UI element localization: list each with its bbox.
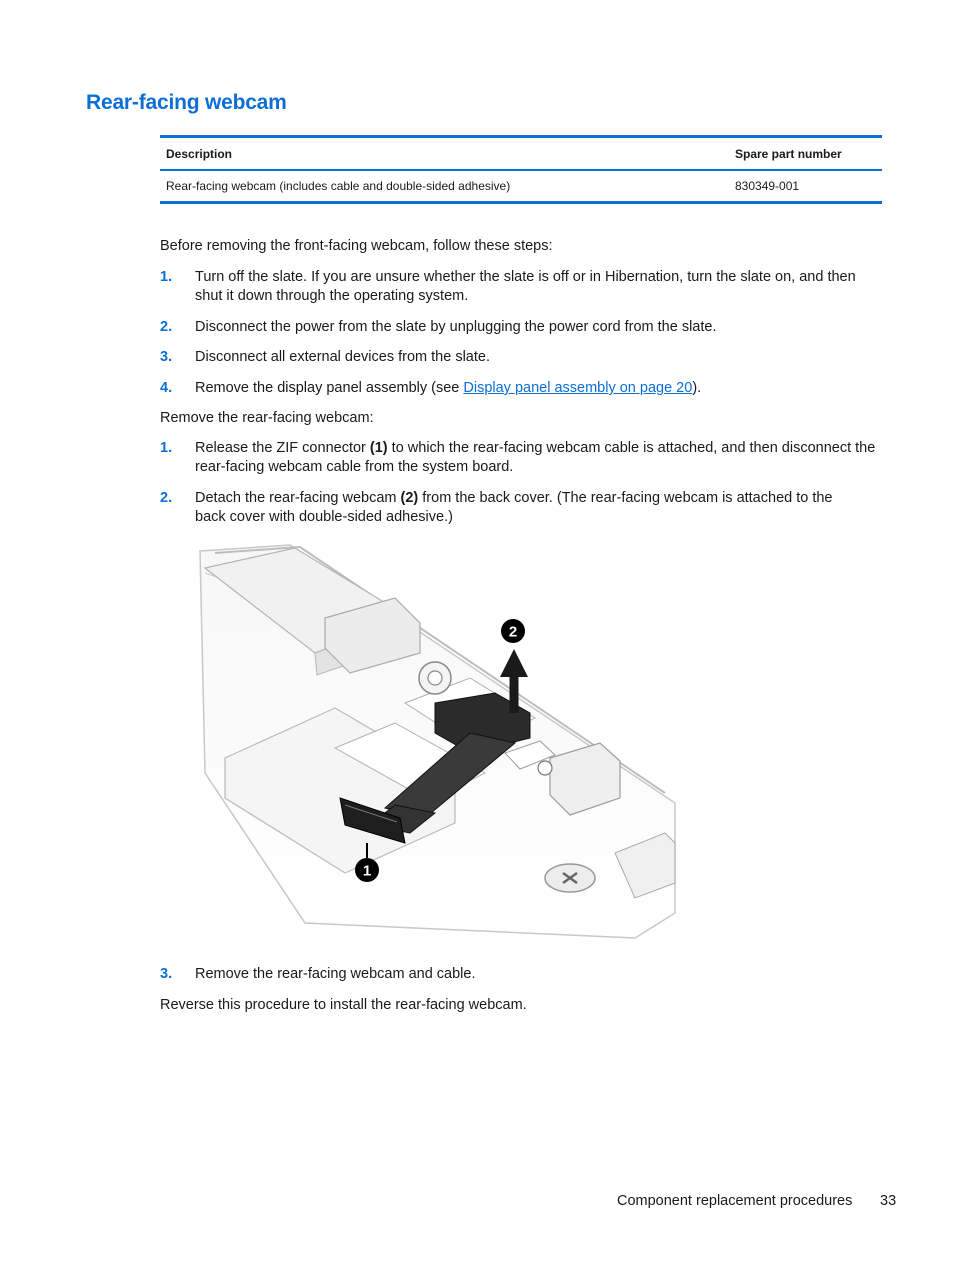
callout-1: 1	[362, 862, 372, 880]
step-text-before-link: Remove the display panel assembly (see	[195, 380, 464, 396]
step-number: 1.	[160, 269, 173, 285]
callout-ref-1: (1)	[369, 440, 388, 456]
webcam-removal-illustration	[195, 543, 680, 943]
step-text: Remove the rear-facing webcam and cable.	[195, 966, 476, 982]
page-number: 33	[880, 1193, 897, 1209]
step-text	[195, 489, 840, 527]
page-title: Rear-facing webcam	[86, 91, 287, 114]
remove-step-3	[160, 965, 885, 984]
header-spare-part-number: Spare part number	[735, 146, 842, 161]
before-step-3	[160, 348, 885, 367]
before-step-2	[160, 318, 885, 337]
remove-step-1	[160, 439, 885, 477]
table-header-row	[160, 137, 882, 171]
remove-intro: Remove the rear-facing webcam:	[160, 410, 374, 426]
step-number: 3.	[160, 966, 173, 982]
table-row	[160, 170, 882, 203]
step-text: Disconnect the power from the slate by unplugging the power cord from the slate.	[195, 319, 717, 335]
part-description: Rear-facing webcam (includes cable and double-sided adhesive)	[166, 179, 511, 193]
step-text: Disconnect all external devices from the slate.	[195, 349, 490, 365]
step-text-pre: Release the ZIF connector	[195, 440, 370, 456]
step-number: 1.	[160, 440, 173, 456]
closing-note: Reverse this procedure to install the rear-facing webcam.	[160, 997, 527, 1013]
step-text-post: from the back cover. (The rear-facing webcam is attached to the back cover with double-sided adhesive.)	[195, 490, 833, 525]
callout-ref-2: (2)	[400, 490, 419, 506]
step-text	[195, 379, 885, 398]
before-step-4	[160, 379, 885, 398]
before-step-1	[160, 268, 885, 306]
step-text-post: to which the rear-facing webcam cable is attached, and then disconnect the rear-facing webcam cable from the system board.	[195, 440, 876, 475]
step-number: 4.	[160, 380, 173, 396]
step-number: 2.	[160, 490, 173, 506]
step-text-pre: Detach the rear-facing webcam	[195, 490, 401, 506]
step-text: Turn off the slate. If you are unsure whether the slate is off or in Hibernation, turn the slate on, and then shut it down through the operating system.	[195, 269, 856, 304]
spare-parts-table	[160, 135, 882, 204]
header-description: Description	[166, 146, 233, 161]
step-number: 2.	[160, 319, 173, 335]
remove-step-2	[160, 489, 840, 527]
before-intro: Before removing the front-facing webcam, follow these steps:	[160, 238, 553, 254]
footer-section-title: Component replacement procedures	[617, 1193, 853, 1209]
step-text-after-link: ).	[692, 380, 702, 396]
callout-2: 2	[508, 623, 518, 641]
step-number: 3.	[160, 349, 173, 365]
step-text	[195, 439, 885, 477]
part-number: 830349-001	[735, 179, 800, 193]
display-panel-assembly-link[interactable]: Display panel assembly on page 20	[463, 380, 693, 396]
